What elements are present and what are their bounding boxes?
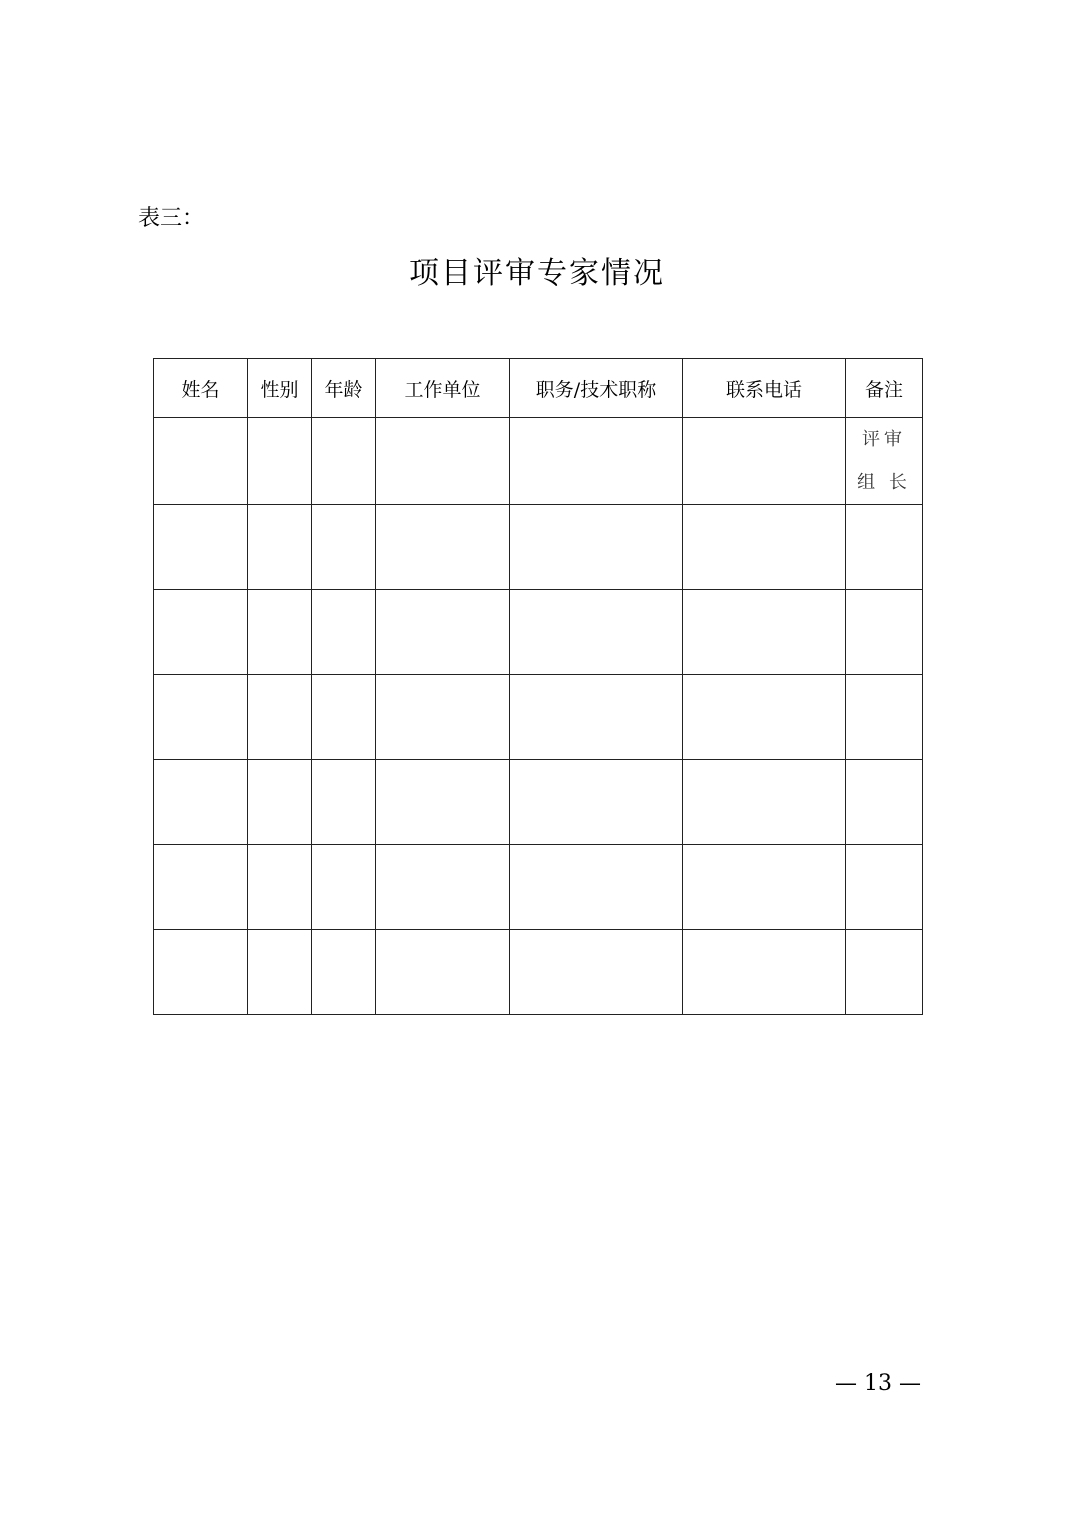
table-cell	[510, 505, 683, 590]
table-cell	[510, 418, 683, 505]
table-row	[154, 675, 923, 760]
column-header-gender: 性别	[248, 359, 312, 418]
column-header-position: 职务/技术职称	[510, 359, 683, 418]
table-cell	[376, 505, 510, 590]
table-cell	[376, 845, 510, 930]
table-cell	[376, 760, 510, 845]
table-cell	[376, 418, 510, 505]
table-cell	[683, 845, 846, 930]
table-label: 表三：	[138, 206, 205, 231]
table-cell	[154, 675, 248, 760]
page-number: — 13 —	[835, 1371, 921, 1396]
column-header-workplace: 工作单位	[376, 359, 510, 418]
table-cell	[312, 845, 376, 930]
table-row	[154, 418, 923, 505]
note-line: 评审	[862, 429, 906, 450]
column-header-age: 年龄	[312, 359, 376, 418]
column-header-phone: 联系电话	[683, 359, 846, 418]
table-cell	[683, 505, 846, 590]
table-cell	[312, 930, 376, 1015]
table-cell	[510, 845, 683, 930]
table-cell	[154, 760, 248, 845]
table-cell	[248, 760, 312, 845]
table-cell	[248, 418, 312, 505]
table-cell	[154, 930, 248, 1015]
table-cell	[510, 590, 683, 675]
table-cell	[154, 845, 248, 930]
column-header-note: 备注	[846, 359, 923, 418]
table-cell	[846, 760, 923, 845]
table-cell	[846, 675, 923, 760]
table-row	[154, 930, 923, 1015]
table-cell	[312, 590, 376, 675]
table-cell	[312, 675, 376, 760]
table-cell	[376, 675, 510, 760]
column-header-name: 姓名	[154, 359, 248, 418]
table-cell	[248, 930, 312, 1015]
table-cell	[154, 590, 248, 675]
note-line: 组 长	[857, 472, 911, 493]
table-cell	[248, 845, 312, 930]
page-title: 项目评审专家情况	[409, 256, 665, 291]
table-cell	[312, 418, 376, 505]
table-row	[154, 845, 923, 930]
table-row	[154, 505, 923, 590]
table-cell	[510, 675, 683, 760]
table-cell	[154, 418, 248, 505]
table-row	[154, 590, 923, 675]
table-cell	[312, 505, 376, 590]
table-row	[154, 760, 923, 845]
table-cell	[846, 930, 923, 1015]
table-cell	[376, 930, 510, 1015]
table-cell	[846, 845, 923, 930]
table-cell	[376, 590, 510, 675]
table-cell	[683, 590, 846, 675]
table-cell	[846, 590, 923, 675]
table-cell	[683, 675, 846, 760]
table-cell	[683, 418, 846, 505]
table-cell	[312, 760, 376, 845]
table-cell	[683, 930, 846, 1015]
table-header-row	[154, 359, 923, 418]
table-cell	[154, 505, 248, 590]
experts-table	[153, 358, 923, 1015]
table-cell	[510, 760, 683, 845]
table-cell	[248, 590, 312, 675]
table-cell	[248, 675, 312, 760]
table-cell	[683, 760, 846, 845]
note-cell	[846, 418, 923, 505]
table-cell	[846, 505, 923, 590]
table-cell	[510, 930, 683, 1015]
table-cell	[248, 505, 312, 590]
